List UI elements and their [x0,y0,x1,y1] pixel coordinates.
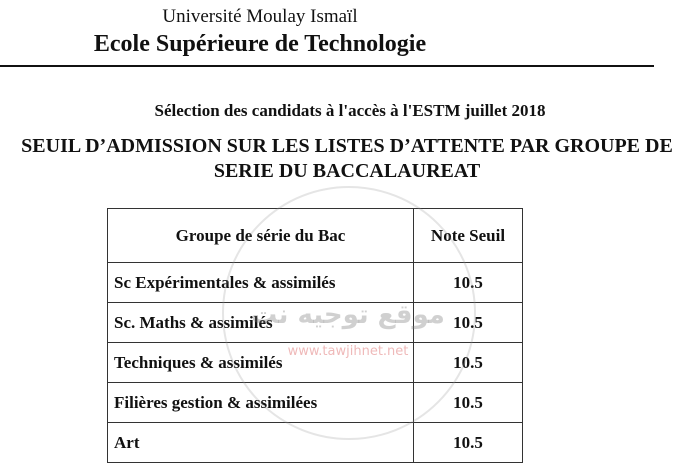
watermark-url: www.tawjihnet.net [287,344,409,359]
cell-groupe: Sc. Maths & assimilés [108,303,414,343]
cell-note: 10.5 [414,263,523,303]
title-line-1: SEUIL D’ADMISSION SUR LES LISTES D’ATTENTE PAR GROUPE DE [21,135,673,157]
subtitle: Sélection des candidats à l'accès à l'ESTM juillet 2018 [154,101,546,120]
university-name: Université Moulay Ismaïl [162,6,358,27]
cell-note: 10.5 [414,423,523,463]
cell-groupe: Filières gestion & assimilées [108,383,414,423]
cell-note: 10.5 [414,303,523,343]
cell-note: 10.5 [414,383,523,423]
table-row [108,423,523,463]
school-name: Ecole Supérieure de Technologie [93,31,427,57]
cell-groupe: Art [108,423,414,463]
table-row [108,383,523,423]
table-header-row [108,209,523,263]
threshold-table [107,208,523,463]
table-row [108,263,523,303]
watermark-arabic: موقع توجيه نت [251,300,445,330]
title-line-2: SERIE DU BACCALAUREAT [213,160,481,182]
header-note: Note Seuil [414,209,523,263]
header-groupe: Groupe de série du Bac [108,209,414,263]
cell-groupe: Techniques & assimilés [108,343,414,383]
cell-groupe: Sc Expérimentales & assimilés [108,263,414,303]
document-title [0,134,694,184]
header-divider [0,65,654,67]
cell-note: 10.5 [414,343,523,383]
